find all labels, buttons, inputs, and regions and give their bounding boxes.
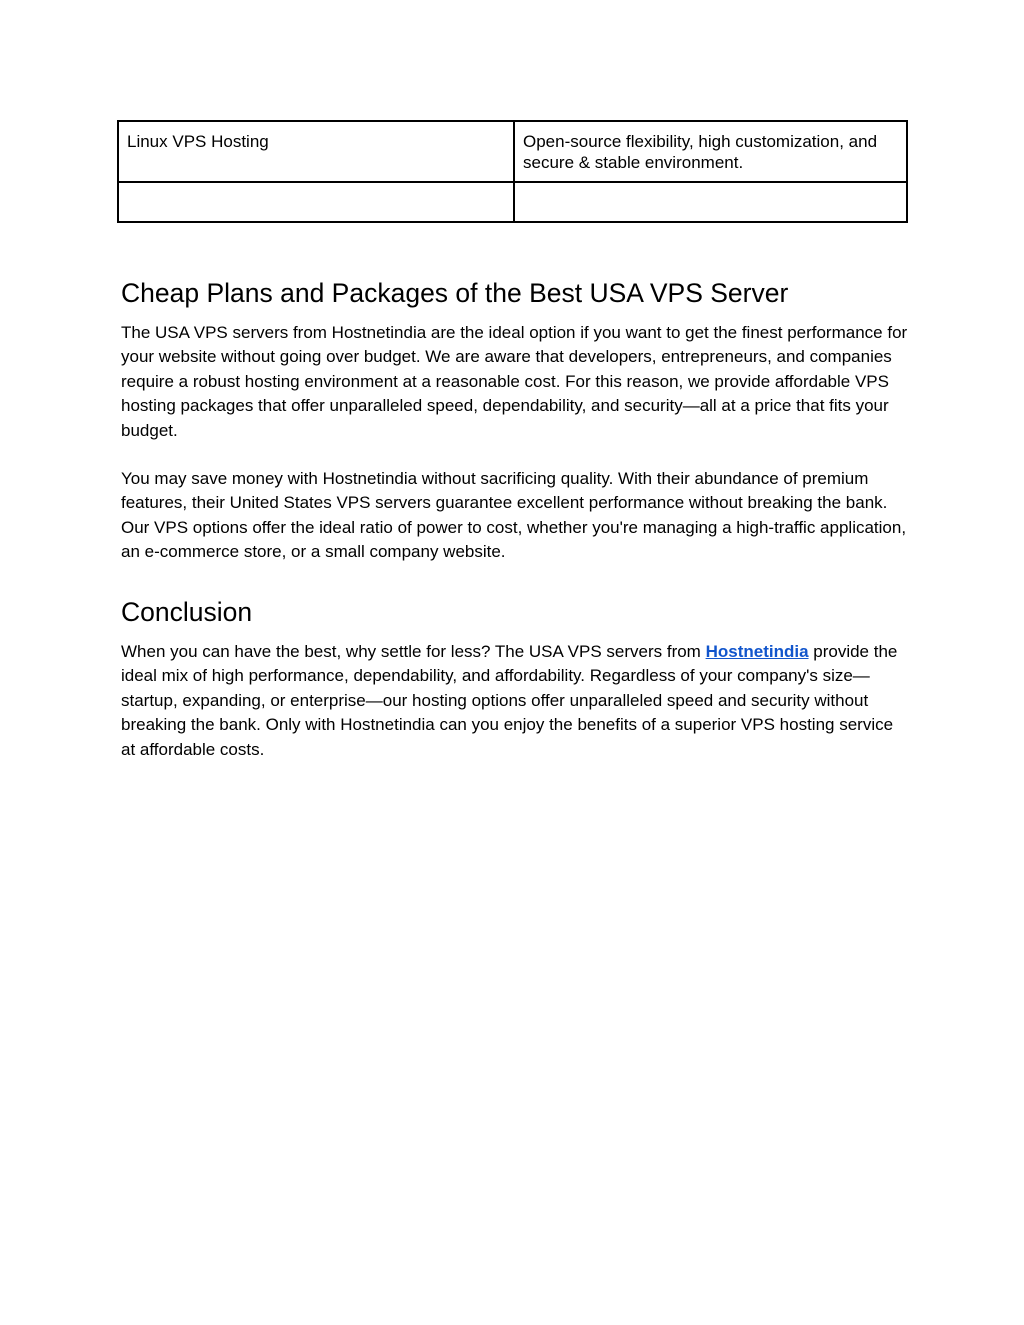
table-cell-description: Open-source flexibility, high customization, and secure & stable environment.: [514, 121, 907, 182]
conclusion-text-end: provide the ideal mix of high performance, dependability, and affordability. Regardless of your company's size—startup, expanding, or enterprise—our hosting options offer unparalleled speed and security without breaking the bank. Only with Hostnetindia can you enjoy the benefits of a superior VPS hosting service at affordable costs.: [121, 642, 898, 759]
hosting-types-table: [117, 120, 908, 223]
paragraph-pricing-intro: The USA VPS servers from Hostnetindia are the ideal option if you want to get the finest performance for your website without going over budget. We are aware that developers, entrepreneurs, and companies require a robust hosting environment at a reasonable cost. For this reason, we provide affordable VPS hosting packages that offer unparalleled speed, dependability, and security—all at a price that fits your budget.: [121, 323, 908, 440]
section-heading-conclusion: Conclusion: [121, 597, 253, 627]
paragraph-pricing-savings: You may save money with Hostnetindia without sacrificing quality. With their abundance of premium features, their United States VPS servers guarantee excellent performance without breaking the bank. Our VPS options offer the ideal ratio of power to cost, whether you're managing a high-traffic application, an e-commerce store, or a small company website.: [121, 469, 907, 562]
paragraph-conclusion: [121, 640, 911, 762]
table-row: [118, 121, 907, 182]
conclusion-text-start: When you can have the best, why settle for less? The USA VPS servers from: [121, 642, 706, 661]
section-heading-pricing: Cheap Plans and Packages of the Best USA VPS Server: [121, 278, 789, 308]
table-cell-empty: [514, 182, 907, 222]
table-cell-hosting-type: Linux VPS Hosting: [118, 121, 514, 182]
table-row: [118, 182, 907, 222]
table-cell-empty: [118, 182, 514, 222]
hostnetindia-link[interactable]: Hostnetindia: [705, 642, 809, 661]
